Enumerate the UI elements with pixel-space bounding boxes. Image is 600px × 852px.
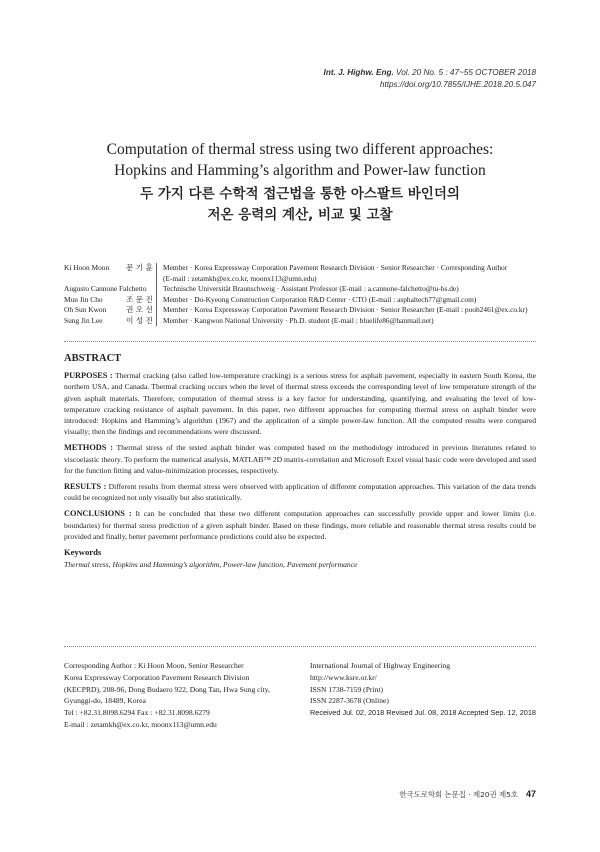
author-affiliation: Technische Universität Braunschweig · Assistant Professor (E-mail : a.cannone-falchetto@tu-bs.de)	[156, 284, 544, 295]
journal-name: Int. J. Highw. Eng.	[323, 68, 394, 77]
correspondence-line: Gyunggi-do, 18489, Korea	[64, 696, 146, 706]
methods-text: Thermal stress of the tested asphalt binder was computed based on the methodology introduced in previous literatures related to viscoelastic theory. To perform the numerical analysis, MATLAB™ 2D matrix-correlation and Microsoft Excel visual basic code were developed and used for the function fitting and value-minimization processes, respectively.	[64, 443, 537, 475]
page-number: 47	[525, 789, 536, 799]
author-list	[64, 263, 544, 326]
abstract-purposes	[64, 370, 536, 437]
purposes-label: PURPOSES :	[64, 371, 113, 381]
journal-info	[310, 660, 540, 719]
correspondence-line: Tel : +82.31.8098.6294 Fax : +82.31.8098.6279	[64, 708, 210, 718]
journal-name-korean: 한국도로학회 논문집 · 제20권 제5호	[399, 790, 518, 799]
author-affiliation: Member · Do-Kyeong Construction Corporation R&D Center · CTO (E-mail : asphaltech77@gmail.com)	[156, 295, 544, 306]
divider-dotted	[64, 646, 536, 647]
correspondence-line: Korea Expressway Corporation Pavement Research Division	[64, 672, 250, 682]
abstract-methods	[64, 442, 536, 476]
author-row	[64, 305, 544, 316]
abstract-results	[64, 481, 536, 503]
page-footer	[399, 789, 536, 800]
correspondence-line: Corresponding Author : Ki Hoon Moon, Senior Researcher	[64, 661, 244, 670]
author-korean-name: 문 기 훈	[126, 263, 153, 272]
title-english-line2: Hopkins and Hamming’s algorithm and Power-law function	[114, 162, 486, 179]
conclusions-text: It can be concluded that these two different computation approaches can successfully provide upper and lower limits (i.e. boundaries) for thermal stress prediction of a given asphalt binder. Based on these findings, more reliable and reasonable thermal stress results could be provided and finally, better pavement performance predictions could also be expected.	[64, 509, 536, 541]
author-affiliation	[156, 263, 544, 284]
author-name: Augusto Cannone Falchetto	[64, 284, 147, 293]
journal-volume: Vol. 20 No. 5 : 47~55	[396, 68, 473, 77]
conclusions-label: CONCLUSIONS :	[64, 509, 132, 519]
title-korean	[0, 184, 600, 226]
purposes-text: Thermal cracking (also called low-temperature cracking) is a serious stress for asphalt pavement, especially in eastern South Korea, the northern USA, and Canada. Thermal cracking occurs when the level of thermal stress exceeds the corresponding level of low temperature strength of the given asphalt materials. Therefore, computation of thermal stress is a key factor for understanding, quantifying, and evaluating the level of low-temperature cracking resistance of asphalt pavement. In this paper, two different approaches for computing thermal stress on asphalt binder were introduced: Hopkins and Hamming’s algorithm (1967) and the application of a simple power-law function. All the computed results were compared visually; then the findings and recommendations were discussed.	[64, 371, 536, 437]
title-korean-line2: 저온 응력의 계산, 비교 및 고찰	[207, 207, 393, 223]
abstract-section	[64, 353, 536, 570]
author-email: (E-mail : zetamkh@ex.co.kr, moonx113@umn.edu)	[163, 273, 317, 283]
author-affiliation: Member · Kangwon National University · Ph.D. student (E-mail : bluelife86@hanmail.net)	[156, 316, 544, 327]
author-korean-name: 이 성 진	[126, 315, 153, 325]
journal-dates-line: Received Jul. 02, 2018 Revised Jul. 08, 2018 Accepted Sep. 12, 2018	[310, 708, 536, 718]
correspondence-line: (KECPRD), 208-96, Dong Budaero 922, Dong Tan, Hwa Sung city,	[64, 684, 270, 694]
author-row	[64, 284, 544, 295]
abstract-conclusions	[64, 508, 536, 542]
title-english	[0, 139, 600, 181]
abstract-heading: ABSTRACT	[64, 353, 122, 364]
keywords-text: Thermal stress, Hopkins and Hamming’s algorithm, Power-law function, Pavement performance	[64, 560, 358, 570]
divider-dotted	[64, 341, 536, 342]
results-label: RESULTS :	[64, 482, 107, 492]
results-text: Different results from thermal stress were observed with application of different computation approaches. This variation of the data trends could be recognized not only visually but also statistically.	[64, 482, 536, 503]
keywords-heading: Keywords	[64, 547, 102, 558]
author-name: Oh Sun Kwon	[64, 305, 107, 314]
author-name: Mun Jin Cho	[64, 294, 103, 304]
author-korean-name: 조 문 진	[126, 294, 153, 304]
correspondence-info	[64, 660, 304, 731]
methods-label: METHODS :	[64, 443, 113, 453]
author-name: Ki Hoon Moon	[64, 263, 110, 272]
author-affiliation: Member · Korea Expressway Corporation Pavement Research Division · Senior Researcher (E-mail : pooh2461@ex.co.kr)	[156, 305, 544, 316]
title-english-line1: Computation of thermal stress using two different approaches:	[106, 141, 494, 158]
journal-info-line: International Journal of Highway Engineering	[310, 661, 451, 670]
author-row	[64, 295, 544, 306]
author-korean-name: 권 오 선	[126, 305, 153, 314]
correspondence-line: E-mail : zetamkh@ex.co.kr, moonx113@umn.edu	[64, 719, 217, 729]
journal-url-link[interactable]: http://www.ksre.or.kr/	[310, 672, 377, 682]
author-name: Sung Jin Lee	[64, 315, 103, 325]
title-korean-line1: 두 가지 다른 수학적 접근법을 통한 아스팔트 바인더의	[140, 186, 460, 202]
author-affiliation-text: Member · Korea Expressway Corporation Pavement Research Division · Senior Researcher · Corresponding Author	[163, 263, 508, 272]
author-row	[64, 263, 544, 284]
journal-citation-line	[324, 67, 536, 79]
doi-link[interactable]: https://doi.org/10.7855/IJHE.2018.20.5.047	[379, 80, 536, 89]
author-row	[64, 316, 544, 327]
journal-header	[324, 67, 536, 91]
journal-info-line: ISSN 1738-7159 (Print)	[310, 684, 383, 694]
journal-info-line: ISSN 2287-3678 (Online)	[310, 696, 389, 706]
journal-date: OCTOBER 2018	[475, 68, 536, 77]
